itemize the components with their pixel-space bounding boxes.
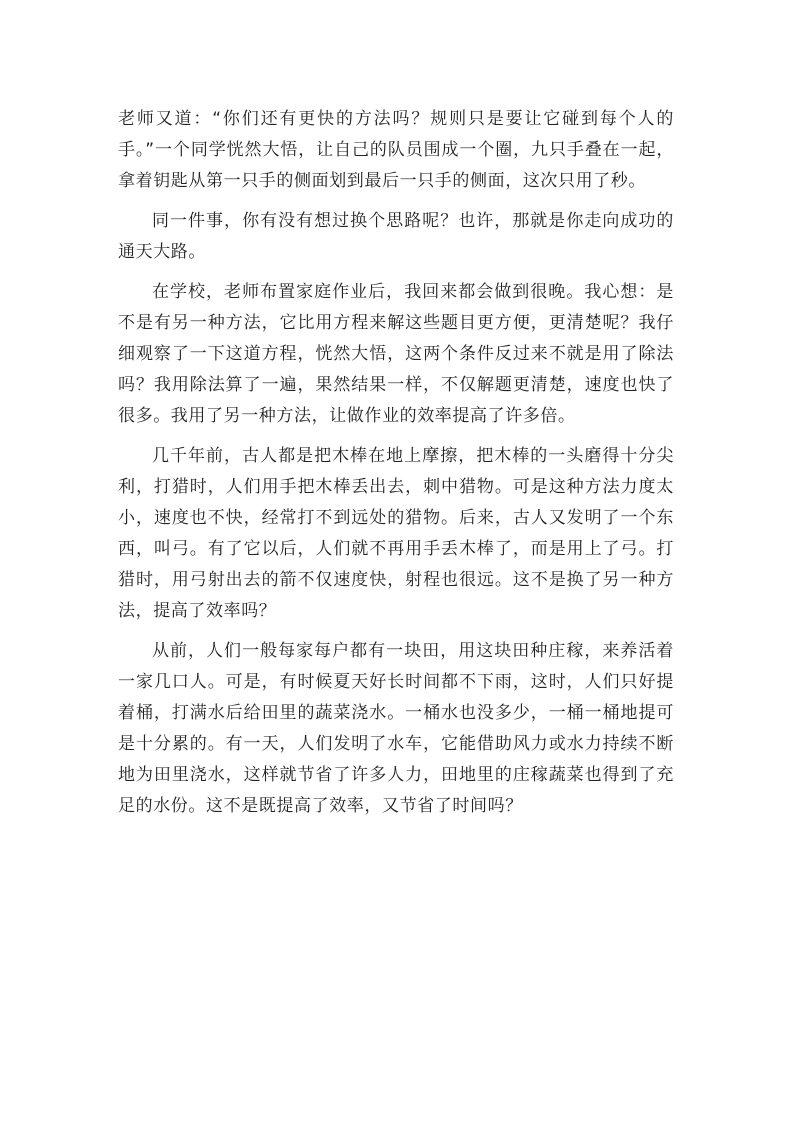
paragraph-bow-hunting: 几千年前，古人都是把木棒在地上摩擦，把木棒的一头磨得十分尖利，打猎时，人们用手把木棒丢出去，刺中猎物。可是这种方法力度太小，速度也不快，经常打不到远处的猎物。后来，古人又发明了一个东西，叫弓。有了它以后，人们就不再用手丢木棒了，而是用上了弓。打猎时，用弓射出去的箭不仅速度快，射程也很远。这不是换了另一种方法，提高了效率吗？ [118, 446, 674, 621]
document-page [118, 104, 674, 822]
paragraph-homework: 在学校，老师布置家庭作业后，我回来都会做到很晚。我心想：是不是有另一种方法，它比用方程来解这些题目更方便，更清楚呢？我仔细观察了一下这道方程，恍然大悟，这两个条件反过来不就是用了除法吗？我用除法算了一遍，果然结果一样，不仅解题更清楚，速度也快了很多。我用了另一种方法，让做作业的效率提高了许多倍。 [118, 282, 674, 426]
paragraph-different-thinking: 同一件事，你有没有想过换个思路呢？也许，那就是你走向成功的通天大路。 [118, 211, 674, 262]
paragraph-continued: 老师又道：“你们还有更快的方法吗？规则只是要让它碰到每个人的手。”一个同学恍然大悟，让自己的队员围成一个圈，九只手叠在一起，拿着钥匙从第一只手的侧面划到最后一只手的侧面，这次只用了秒。 [118, 109, 674, 191]
paragraph-water-wheel: 从前，人们一般每家每户都有一块田，用这块田种庄稼，来养活着一家几口人。可是，有时候夏天好长时间都不下雨，这时，人们只好提着桶，打满水后给田里的蔬菜浇水。一桶水也没多少，一桶一桶地提可是十分累的。有一天，人们发明了水车，它能借助风力或水力持续不断地为田里浇水，这样就节省了许多人力，田地里的庄稼蔬菜也得到了充足的水份。这不是既提高了效率，又节省了时间吗？ [118, 641, 674, 816]
